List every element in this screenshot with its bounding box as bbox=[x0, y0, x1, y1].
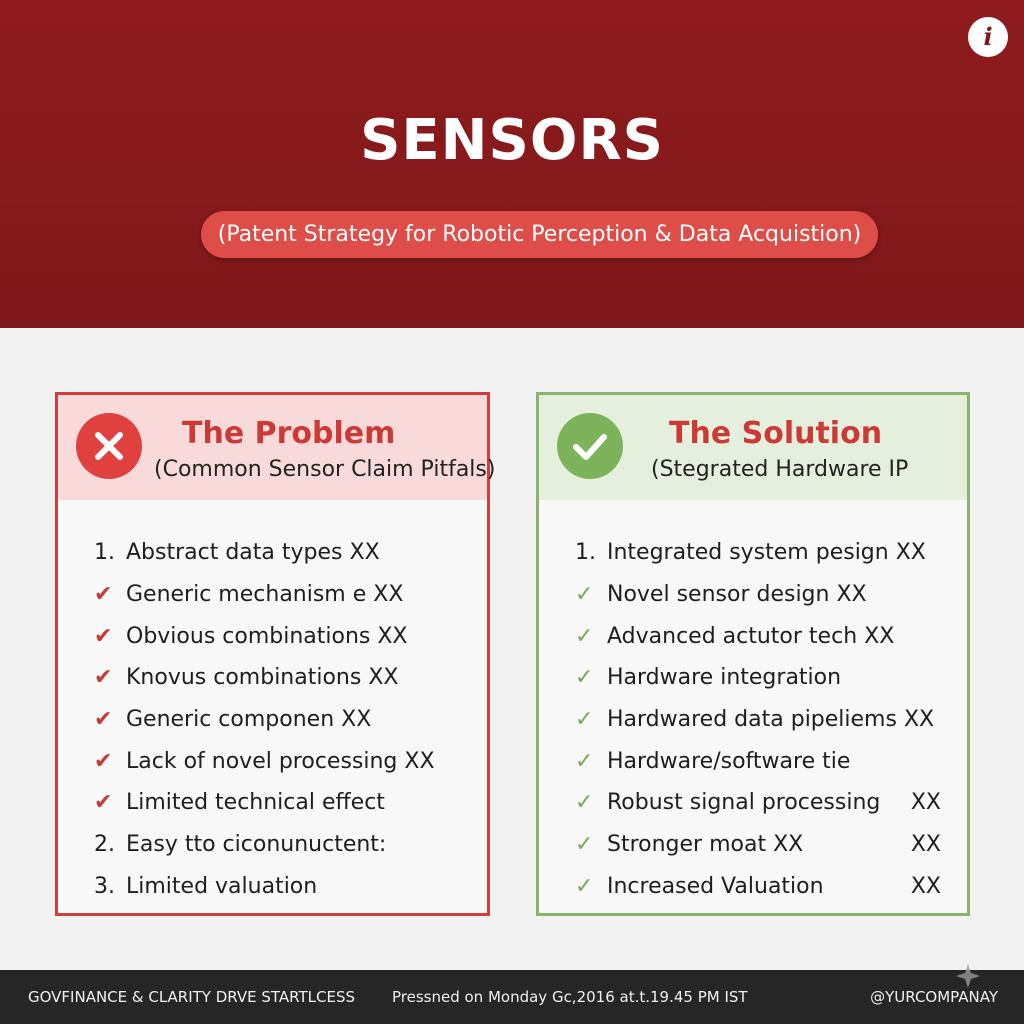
list-item bbox=[575, 657, 957, 699]
list-item-text: Hardware/software tie bbox=[607, 748, 851, 774]
x-circle-icon bbox=[76, 413, 142, 479]
check-icon: ✔ bbox=[94, 665, 113, 691]
list-item bbox=[575, 615, 957, 657]
list-item-trail: XX bbox=[910, 831, 941, 857]
list-item bbox=[575, 574, 957, 616]
list-number: 1. bbox=[94, 540, 115, 566]
list-item-text: Generic mechanism e XX bbox=[126, 582, 404, 608]
list-item bbox=[94, 740, 477, 782]
subtitle-badge: (Patent Strategy for Robotic Perception & Data Acquistion) bbox=[201, 211, 878, 258]
check-icon: ✓ bbox=[575, 665, 594, 691]
check-icon: ✓ bbox=[575, 623, 594, 649]
list-item bbox=[575, 699, 957, 741]
list-item bbox=[575, 866, 957, 908]
check-icon: ✓ bbox=[575, 873, 594, 899]
list-item-text: Advanced actutor tech XX bbox=[607, 623, 895, 649]
check-icon: ✔ bbox=[94, 790, 113, 816]
list-item-trail: XX bbox=[910, 790, 941, 816]
footer-brand: GOVFINANCE & CLARITY DRVE STARTLCESS bbox=[28, 988, 356, 1006]
info-icon[interactable]: i bbox=[968, 17, 1008, 57]
list-item bbox=[575, 532, 957, 574]
check-icon: ✓ bbox=[575, 748, 594, 774]
solution-title: The Solution bbox=[669, 416, 883, 451]
check-icon: ✔ bbox=[94, 748, 113, 774]
list-item bbox=[94, 657, 477, 699]
list-item-text: Novel sensor design XX bbox=[607, 582, 867, 608]
footer-bar bbox=[0, 970, 1024, 1024]
list-item bbox=[94, 866, 477, 908]
list-item-text: Increased Valuation bbox=[607, 873, 824, 899]
list-item-text: Integrated system pesign XX bbox=[607, 540, 926, 566]
list-item bbox=[94, 824, 477, 866]
problem-card-header bbox=[58, 395, 496, 500]
problem-title: The Problem bbox=[182, 416, 396, 451]
list-item-text: Obvious combinations XX bbox=[126, 623, 408, 649]
solution-list bbox=[575, 532, 957, 907]
list-number: 1. bbox=[575, 540, 596, 566]
list-item bbox=[94, 782, 477, 824]
list-item-text: Abstract data types XX bbox=[126, 540, 380, 566]
footer-handle[interactable]: @YURCOMPANAY bbox=[870, 988, 998, 1006]
check-icon: ✓ bbox=[575, 832, 594, 858]
solution-card-header bbox=[539, 395, 967, 500]
list-item-text: Robust signal processing bbox=[607, 790, 881, 816]
list-item bbox=[94, 574, 477, 616]
list-item-text: Stronger moat XX bbox=[607, 832, 804, 858]
sparkle-icon bbox=[955, 963, 981, 989]
list-item bbox=[575, 782, 957, 824]
list-number: 2. bbox=[94, 832, 115, 858]
list-item-text: Limited technical effect bbox=[126, 790, 385, 816]
list-item-text: Generic componen XX bbox=[126, 707, 372, 733]
list-item-text: Limited valuation bbox=[126, 873, 318, 899]
list-item-text: Knovus combinations XX bbox=[126, 665, 399, 691]
list-item bbox=[94, 699, 477, 741]
page-title: SENSORS bbox=[360, 108, 664, 173]
check-icon: ✓ bbox=[575, 790, 594, 816]
list-item-text: Hardware integration bbox=[607, 665, 842, 691]
check-circle-icon bbox=[557, 413, 623, 479]
footer-timestamp: Pressned on Monday Gc,2016 at.t.19.45 PM IST bbox=[392, 988, 748, 1006]
solution-card bbox=[536, 392, 970, 916]
list-item-text: Easy tto ciconunuctent: bbox=[126, 832, 387, 858]
check-icon: ✓ bbox=[575, 582, 594, 608]
list-item bbox=[94, 532, 477, 574]
problem-subtitle: (Common Sensor Claim Pitfals) bbox=[154, 457, 496, 482]
check-icon: ✓ bbox=[575, 707, 594, 733]
list-item-text: Hardwared data pipeliems XX bbox=[607, 707, 935, 733]
check-icon: ✔ bbox=[94, 707, 113, 733]
problem-list bbox=[94, 532, 477, 907]
list-item-text: Lack of novel processing XX bbox=[126, 748, 435, 774]
list-item bbox=[94, 615, 477, 657]
check-icon: ✔ bbox=[94, 582, 113, 608]
check-icon: ✔ bbox=[94, 623, 113, 649]
list-item bbox=[575, 740, 957, 782]
solution-subtitle: (Stegrated Hardware IP bbox=[651, 457, 909, 482]
list-item-trail: XX bbox=[910, 873, 941, 899]
problem-card bbox=[55, 392, 496, 916]
list-item bbox=[575, 824, 957, 866]
list-number: 3. bbox=[94, 873, 115, 899]
header-banner bbox=[0, 0, 1024, 328]
